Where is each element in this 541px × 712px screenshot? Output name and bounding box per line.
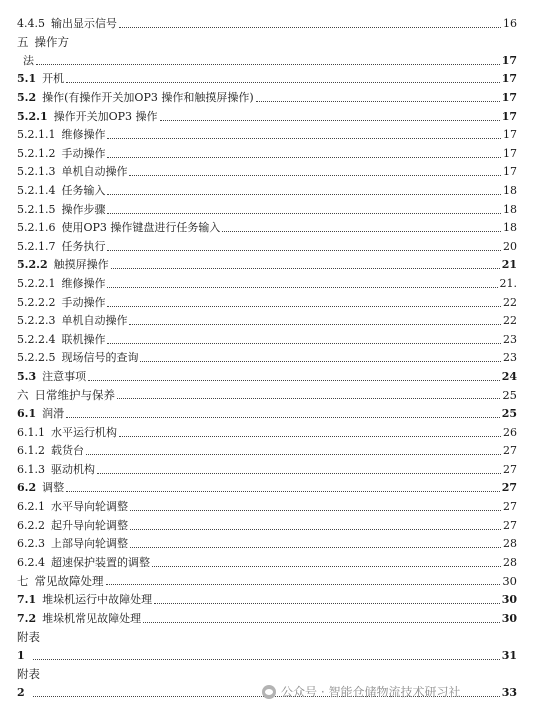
toc-entry-number: 5.2.2.2	[17, 295, 56, 309]
toc-entry-number: 6.1.3	[17, 462, 45, 476]
toc-entry-page: 27	[501, 481, 517, 495]
toc-entry-title: 手动操作	[61, 146, 106, 160]
toc-leader-dots	[111, 267, 500, 269]
toc-leader-dots	[107, 193, 501, 195]
toc-entry[interactable]	[17, 495, 517, 514]
toc-entry[interactable]	[17, 86, 517, 105]
toc-entry-number: 5.2.2.5	[17, 351, 56, 365]
toc-entry-page: 17	[503, 146, 517, 160]
toc-entry-number: 6.2	[17, 481, 37, 495]
toc-entry-title: 上部导向轮调整	[51, 537, 128, 551]
toc-entry-number: 5.3	[17, 369, 37, 383]
toc-entry-title: 载货台	[51, 444, 84, 458]
toc-entry-page: 33	[501, 685, 517, 699]
toc-entry-title: 单机自动操作	[61, 314, 128, 328]
toc-entry-page: 21	[501, 258, 517, 272]
toc-entry-page: 16	[503, 16, 517, 30]
toc-leader-dots	[97, 472, 501, 474]
toc-entry-page: 18	[503, 221, 517, 235]
toc-entry-page: 22	[503, 314, 517, 328]
toc-leader-dots	[129, 323, 501, 325]
toc-entry-number: 6.1.2	[17, 444, 45, 458]
toc-entry-page: 23	[503, 332, 517, 346]
toc-leader-dots	[119, 26, 501, 28]
toc-entry-number: 5.2.2.4	[17, 332, 56, 346]
toc-entry[interactable]	[17, 663, 517, 682]
toc-entry-title: 操作步骤	[61, 202, 106, 216]
toc-entry[interactable]	[17, 68, 517, 87]
toc-leader-dots	[107, 342, 501, 344]
toc-entry-number: 5.2.1.5	[17, 202, 56, 216]
toc-leader-dots	[152, 565, 501, 567]
toc-entry[interactable]	[17, 31, 517, 50]
toc-entry-title: 常见故障处理	[34, 574, 104, 589]
toc-entry-page: 30	[501, 611, 517, 625]
toc-entry-page: 26	[503, 425, 517, 439]
toc-entry-title: 单机自动操作	[61, 165, 128, 179]
toc-entry-number: 6.1.1	[17, 425, 45, 439]
toc-entry-title: 手动操作	[61, 295, 106, 309]
toc-entry-number: 五	[17, 35, 29, 50]
toc-entry-number: 5.2.1.1	[17, 128, 56, 142]
toc-entry-number: 6.2.3	[17, 537, 45, 551]
toc-entry[interactable]	[17, 142, 517, 161]
toc-entry-number: 1	[17, 648, 25, 662]
toc-entry-number: 附表	[17, 630, 40, 645]
toc-entry-number: 5.2.2.1	[17, 276, 56, 290]
toc-entry-number: 5.2.2	[17, 258, 48, 272]
toc-entry-number: 5.2.1.2	[17, 146, 56, 160]
toc-entry-page: 18	[503, 183, 517, 197]
toc-entry-page: 25	[502, 388, 517, 403]
toc-entry-title: 超速保护装置的调整	[51, 555, 150, 569]
toc-entry-page: 20	[503, 239, 517, 253]
toc-leader-dots	[154, 602, 500, 604]
toc-entry-number: 6.2.4	[17, 555, 45, 569]
toc-entry-title: 注意事项	[42, 369, 87, 383]
toc-leader-dots	[107, 286, 497, 288]
toc-entry-page: 17	[503, 128, 517, 142]
toc-entry[interactable]	[17, 421, 517, 440]
toc-entry-title: 使用OP3 操作键盘进行任务输入	[61, 221, 221, 235]
toc-leader-dots	[130, 546, 501, 548]
toc-entry-title: 任务执行	[61, 239, 106, 253]
toc-entry-title: 开机	[42, 72, 65, 86]
toc-entry-number: 6.2.2	[17, 518, 45, 532]
toc-leader-dots	[160, 119, 500, 121]
toc-entry[interactable]	[17, 217, 517, 236]
toc-leader-dots	[222, 230, 501, 232]
toc-entry-title: 堆垛机运行中故障处理	[42, 593, 153, 606]
toc-entry-number: 七	[17, 574, 29, 589]
toc-entry[interactable]	[17, 533, 517, 552]
toc-leader-dots	[130, 528, 501, 530]
toc-entry[interactable]	[17, 588, 517, 607]
toc-entry-title: 水平导向轮调整	[51, 500, 128, 514]
toc-entry-page: 17	[501, 53, 517, 67]
toc-entry-number: 6.1	[17, 407, 37, 421]
toc-leader-dots	[119, 435, 501, 437]
toc-entry[interactable]	[17, 477, 517, 496]
toc-entry[interactable]	[17, 328, 517, 347]
toc-entry-title: 维修操作	[61, 128, 106, 142]
toc-entry[interactable]	[17, 310, 517, 329]
toc-entry-title: 操作开关加OP3 操作	[53, 109, 158, 123]
toc-entry-title: 日常维护与保养	[34, 388, 115, 403]
toc-entry-title: 调整	[42, 481, 65, 495]
toc-entry-title: 法	[23, 53, 34, 67]
toc-entry[interactable]	[17, 402, 517, 421]
watermark	[262, 683, 460, 700]
toc-entry[interactable]	[17, 607, 517, 626]
toc-entry-page: 17	[501, 72, 517, 86]
toc-entry[interactable]	[17, 291, 517, 310]
toc-entry-number: 5.2.1.7	[17, 239, 56, 253]
toc-leader-dots	[143, 621, 500, 623]
toc-entry-number: 5.2.1	[17, 109, 48, 123]
toc-entry[interactable]	[17, 235, 517, 254]
toc-leader-dots	[107, 249, 501, 251]
toc-entry-page: 28	[503, 555, 517, 569]
toc-entry-page: 27	[503, 500, 517, 514]
toc-leader-dots	[33, 658, 500, 660]
toc-leader-dots	[66, 416, 500, 418]
toc-entry-title: 现场信号的查询	[61, 351, 139, 365]
toc-entry-number: 附表	[17, 667, 40, 682]
wechat-icon	[262, 685, 276, 699]
toc-entry-page: 22	[503, 295, 517, 309]
toc-leader-dots	[117, 397, 500, 399]
toc-entry-title: 任务输入	[61, 183, 106, 197]
table-of-contents	[17, 12, 517, 700]
toc-entry-number: 7.1	[17, 593, 37, 606]
toc-entry-title: 触摸屏操作	[53, 258, 109, 272]
toc-entry-number: 5.2.1.6	[17, 221, 56, 235]
toc-leader-dots	[107, 156, 501, 158]
toc-leader-dots	[36, 63, 500, 65]
toc-entry-number: 5.2	[17, 90, 37, 104]
toc-entry[interactable]	[17, 254, 517, 273]
toc-entry[interactable]	[17, 570, 517, 589]
toc-leader-dots	[107, 212, 501, 214]
toc-entry-number: 2	[17, 685, 25, 699]
toc-entry[interactable]	[17, 384, 517, 403]
toc-entry-page: 17	[503, 165, 517, 179]
toc-entry-number: 5.2.1.4	[17, 183, 56, 197]
toc-entry[interactable]	[17, 440, 517, 459]
toc-leader-dots	[66, 490, 500, 492]
toc-leader-dots	[86, 453, 501, 455]
toc-entry[interactable]	[17, 514, 517, 533]
toc-entry-page: 30	[502, 574, 517, 589]
toc-entry[interactable]	[17, 179, 517, 198]
toc-entry-page: 30	[501, 593, 517, 606]
toc-entry-title: 起升导向轮调整	[51, 518, 128, 532]
toc-leader-dots	[129, 174, 501, 176]
toc-entry[interactable]	[17, 161, 517, 180]
toc-entry-title: 操作(有操作开关加OP3 操作和触摸屏操作)	[42, 90, 254, 104]
toc-entry[interactable]	[17, 551, 517, 570]
toc-entry-number: 5.1	[17, 72, 37, 86]
toc-entry-page: 27	[503, 518, 517, 532]
toc-entry-number: 7.2	[17, 611, 37, 625]
toc-entry[interactable]	[17, 105, 517, 124]
toc-entry-page: 18	[503, 202, 517, 216]
toc-entry-title: 联机操作	[61, 332, 106, 346]
toc-entry-number: 六	[17, 388, 29, 403]
toc-entry-title: 维修操作	[61, 276, 106, 290]
toc-entry[interactable]	[17, 347, 517, 366]
toc-entry-page: 23	[503, 351, 517, 365]
toc-entry[interactable]	[17, 12, 517, 31]
toc-entry-page: 17	[501, 90, 517, 104]
toc-entry-number: 6.2.1	[17, 500, 45, 514]
toc-entry[interactable]	[17, 644, 517, 663]
toc-entry-number: 5.2.1.3	[17, 165, 56, 179]
toc-entry-page: 25	[501, 407, 517, 421]
toc-entry[interactable]	[17, 49, 517, 68]
toc-leader-dots	[107, 305, 501, 307]
toc-entry[interactable]	[17, 458, 517, 477]
toc-entry[interactable]	[17, 365, 517, 384]
toc-entry-number: 5.2.2.3	[17, 314, 56, 328]
toc-leader-dots	[88, 379, 500, 381]
toc-entry[interactable]	[17, 124, 517, 143]
toc-entry-page: 24	[501, 369, 517, 383]
toc-leader-dots	[130, 509, 501, 511]
toc-entry[interactable]	[17, 626, 517, 645]
toc-entry-title: 润滑	[42, 407, 65, 421]
watermark-text: 公众号 · 智能仓储物流技术研习社	[281, 685, 461, 699]
toc-entry-page: 31	[501, 648, 517, 662]
toc-entry-number: 4.4.5	[17, 16, 45, 30]
toc-entry[interactable]	[17, 272, 517, 291]
toc-entry-page: 27	[503, 462, 517, 476]
toc-entry-page: 17	[501, 109, 517, 123]
toc-entry-page: 27	[503, 444, 517, 458]
toc-leader-dots	[140, 360, 501, 362]
toc-leader-dots	[106, 583, 501, 585]
toc-entry-title: 操作方	[34, 35, 69, 50]
toc-entry-page: 21.	[499, 276, 517, 290]
toc-leader-dots	[66, 81, 500, 83]
toc-leader-dots	[107, 137, 501, 139]
toc-entry-title: 堆垛机常见故障处理	[42, 611, 142, 625]
toc-entry-title: 水平运行机构	[51, 425, 117, 439]
toc-entry-title: 驱动机构	[51, 462, 95, 476]
toc-entry[interactable]	[17, 198, 517, 217]
toc-leader-dots	[256, 100, 500, 102]
toc-entry-title: 输出显示信号	[51, 16, 117, 30]
toc-entry-page: 28	[503, 537, 517, 551]
